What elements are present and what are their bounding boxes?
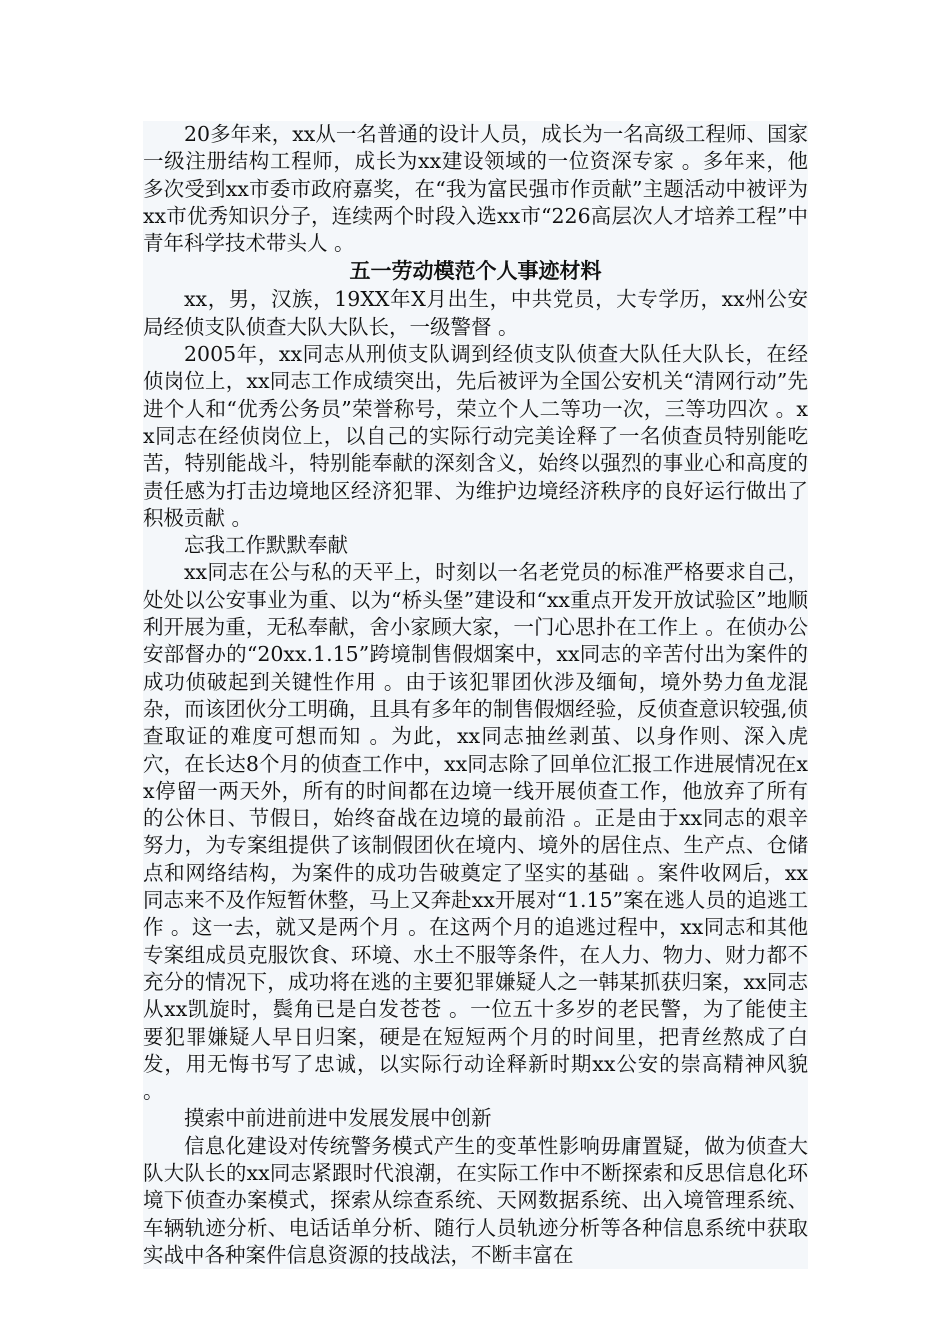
- document-title: 五一劳动模范个人事迹材料: [143, 257, 808, 286]
- document-page: [143, 121, 808, 1269]
- profile-paragraph: xx，男，汉族，19XX年X月出生，中共党员，大专学历，xx州公安局经侦支队侦查大队大队长，一级警督 。: [143, 286, 808, 341]
- informatization-paragraph: 信息化建设对传统警务模式产生的变革性影响毋庸置疑，做为侦查大队大队长的xx同志紧跟时代浪潮，在实际工作中不断探索和反思信息化环境下侦查办案模式，探索从综查系统、天网数据系统、出入境管理系统、车辆轨迹分析、电话话单分析、随行人员轨迹分析等各种信息系统中获取实战中各种案件信息资源的技战法，不断丰富在: [143, 1133, 808, 1269]
- intro-paragraph: 20多年来，xx从一名普通的设计人员，成长为一名高级工程师、国家一级注册结构工程师，成长为xx建设领域的一位资深专家 。多年来，他多次受到xx市委市政府嘉奖，在“我为富民强市作贡献”主题活动中被评为xx市优秀知识分子，连续两个时段入选xx市“226高层次人才培养工程”中青年科学技术带头人 。: [143, 121, 808, 257]
- career-paragraph: 2005年，xx同志从刑侦支队调到经侦支队侦查大队任大队长，在经侦岗位上，xx同志工作成绩突出，先后被评为全国公安机关“清网行动”先进个人和“优秀公务员”荣誉称号，荣立个人二等功一次，三等功四次 。xx同志在经侦岗位上，以自己的实际行动完美诠释了一名侦查员特别能吃苦，特别能战斗，特别能奉献的深刻含义，始终以强烈的事业心和高度的责任感为打击边境地区经济犯罪、为维护边境经济秩序的良好运行做出了积极贡献 。: [143, 341, 808, 532]
- section-heading-dedication: 忘我工作默默奉献: [143, 532, 808, 559]
- case-paragraph: xx同志在公与私的天平上，时刻以一名老党员的标准严格要求自己，处处以公安事业为重、以为“桥头堡”建设和“xx重点开发开放试验区”地顺利开展为重，无私奉献，舍小家顾大家，一门心思扑在工作上 。在侦办公安部督办的“20xx.1.15”跨境制售假烟案中，xx同志的辛苦付出为案件的成功侦破起到关键性作用 。由于该犯罪团伙涉及缅甸，境外势力鱼龙混杂，而该团伙分工明确，且具有多年的制售假烟经验，反侦查意识较强,侦查取证的难度可想而知 。为此，xx同志抽丝剥茧、以身作则、深入虎穴，在长达8个月的侦查工作中，xx同志除了回单位汇报工作进展情况在xx停留一两天外，所有的时间都在边境一线开展侦查工作，他放弃了所有的公休日、节假日，始终奋战在边境的最前沿 。正是由于xx同志的艰辛努力，为专案组提供了该制假团伙在境内、境外的居住点、生产点、仓储点和网络结构，为案件的成功告破奠定了坚实的基础 。案件收网后，xx同志来不及作短暂休整，马上又奔赴xx开展对“1.15”案在逃人员的追逃工作 。这一去，就又是两个月 。在这两个月的追逃过程中，xx同志和其他专案组成员克服饮食、环境、水土不服等条件，在人力、物力、财力都不充分的情况下，成功将在逃的主要犯罪嫌疑人之一韩某抓获归案，xx同志从xx凯旋时，鬓角已是白发苍苍 。一位五十多岁的老民警，为了能使主要犯罪嫌疑人早日归案，硬是在短短两个月的时间里，把青丝熬成了白发，用无悔书写了忠诚，以实际行动诠释新时期xx公安的崇高精神风貌 。: [143, 559, 808, 1105]
- section-heading-innovation: 摸索中前进前进中发展发展中创新: [143, 1105, 808, 1132]
